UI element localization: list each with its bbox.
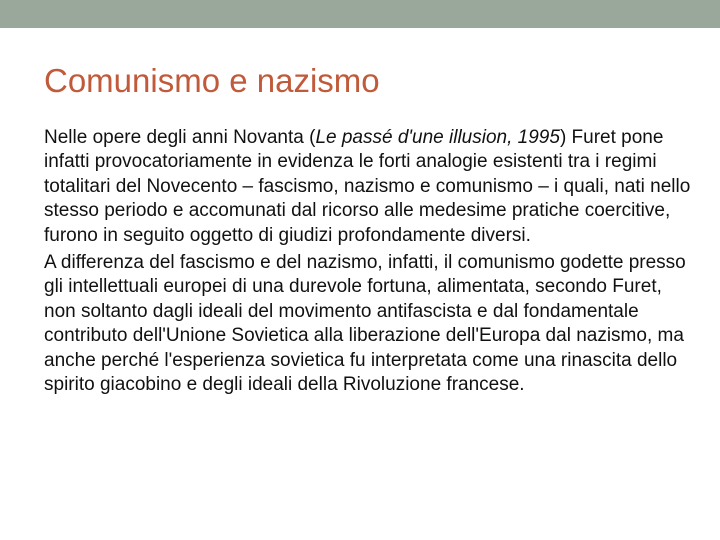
book-title: Le passé d'une illusion	[315, 127, 508, 148]
slide-body	[44, 126, 694, 397]
paragraph-2: A differenza del fascismo e del nazismo, infatti, il comunismo godette presso gli intellettuali europei di una durevole fortuna, alimentata, secondo Furet, non soltanto dagli ideali del movimento antifascista e dal fondamentale contributo dell'Unione Sovietica alla liberazione dell'Europa dal nazismo, ma anche perché l'esperienza sovietica fu interpretata come una rinascita dello spirito giacobino e degli ideali della Rivoluzione francese.	[44, 252, 686, 396]
top-decorative-bar	[0, 0, 720, 28]
paragraph-1-text: ) Furet pone infatti provocatoriamente in evidenza le forti analogie esistenti tra i regimi totalitari del Novecento – fascismo, nazismo e comunismo – i quali, nati nello stesso periodo e accomunati dal ricorso alle medesime pratiche coercitive, furono in seguito oggetto di giudizi profondamente diversi.	[44, 127, 691, 246]
book-year: , 1995	[507, 127, 560, 148]
slide-title: Comunismo e nazismo	[44, 62, 380, 99]
paragraph-1-prefix: Nelle opere degli anni Novanta (	[44, 127, 316, 148]
paragraph-1	[44, 126, 694, 248]
